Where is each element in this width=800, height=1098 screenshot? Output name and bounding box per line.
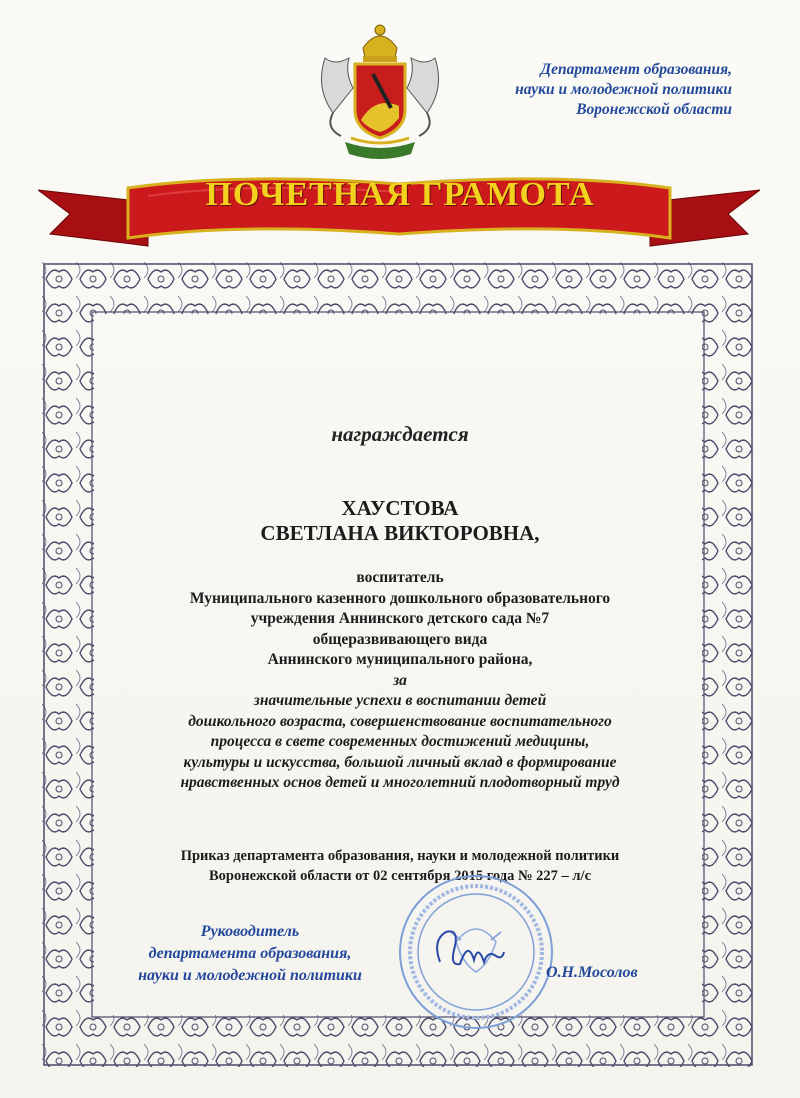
recipient-given-name: СВЕТЛАНА ВИКТОРОВНА, [260, 521, 540, 545]
signatory-title-line: Руководитель [200, 923, 300, 940]
order-line: Воронежской области от 02 сентября 2015 года № 227 – л/с [209, 868, 591, 884]
certificate-title: ПОЧЕТНАЯ ГРАМОТА [205, 176, 595, 213]
signatory-title-line: науки и молодежной политики [138, 967, 362, 984]
signatory-title [110, 921, 390, 987]
handwritten-signature [430, 920, 510, 980]
department-line: Воронежской области [576, 101, 732, 118]
org-text: общеразвивающего вида [312, 630, 488, 648]
org-text: Муниципального казенного дошкольного образовательного [189, 589, 611, 607]
role-text: воспитатель [356, 569, 444, 586]
reason-text: процесса в свете современных достижений медицины, [210, 733, 590, 750]
awarded-caption: награждается [331, 422, 469, 446]
recipient-surname: ХАУСТОВА [341, 496, 459, 520]
for-text: за [393, 671, 407, 689]
signatory-title-line: департамента образования, [148, 945, 352, 962]
recipient-name [0, 496, 800, 546]
department-line: науки и молодежной политики [515, 81, 732, 98]
reason-text: нравственных основ детей и многолетний плодотворный труд [180, 774, 620, 791]
org-text: Аннинского муниципального района, [267, 651, 533, 668]
department-line: Департамент образования, [540, 61, 732, 78]
reason-text: дошкольного возраста, совершенствование воспитательного [188, 712, 612, 730]
order-line: Приказ департамента образования, науки и молодежной политики [180, 848, 620, 864]
reason-text: культуры и искусства, большой личный вклад в формирование [183, 753, 617, 771]
department-header [432, 60, 732, 120]
reason-text: значительные успехи в воспитании детей [253, 692, 547, 709]
org-text: учреждения Аннинского детского сада №7 [250, 610, 550, 627]
signatory-name: О.Н.Мосолов [546, 964, 638, 981]
award-body [0, 568, 800, 794]
